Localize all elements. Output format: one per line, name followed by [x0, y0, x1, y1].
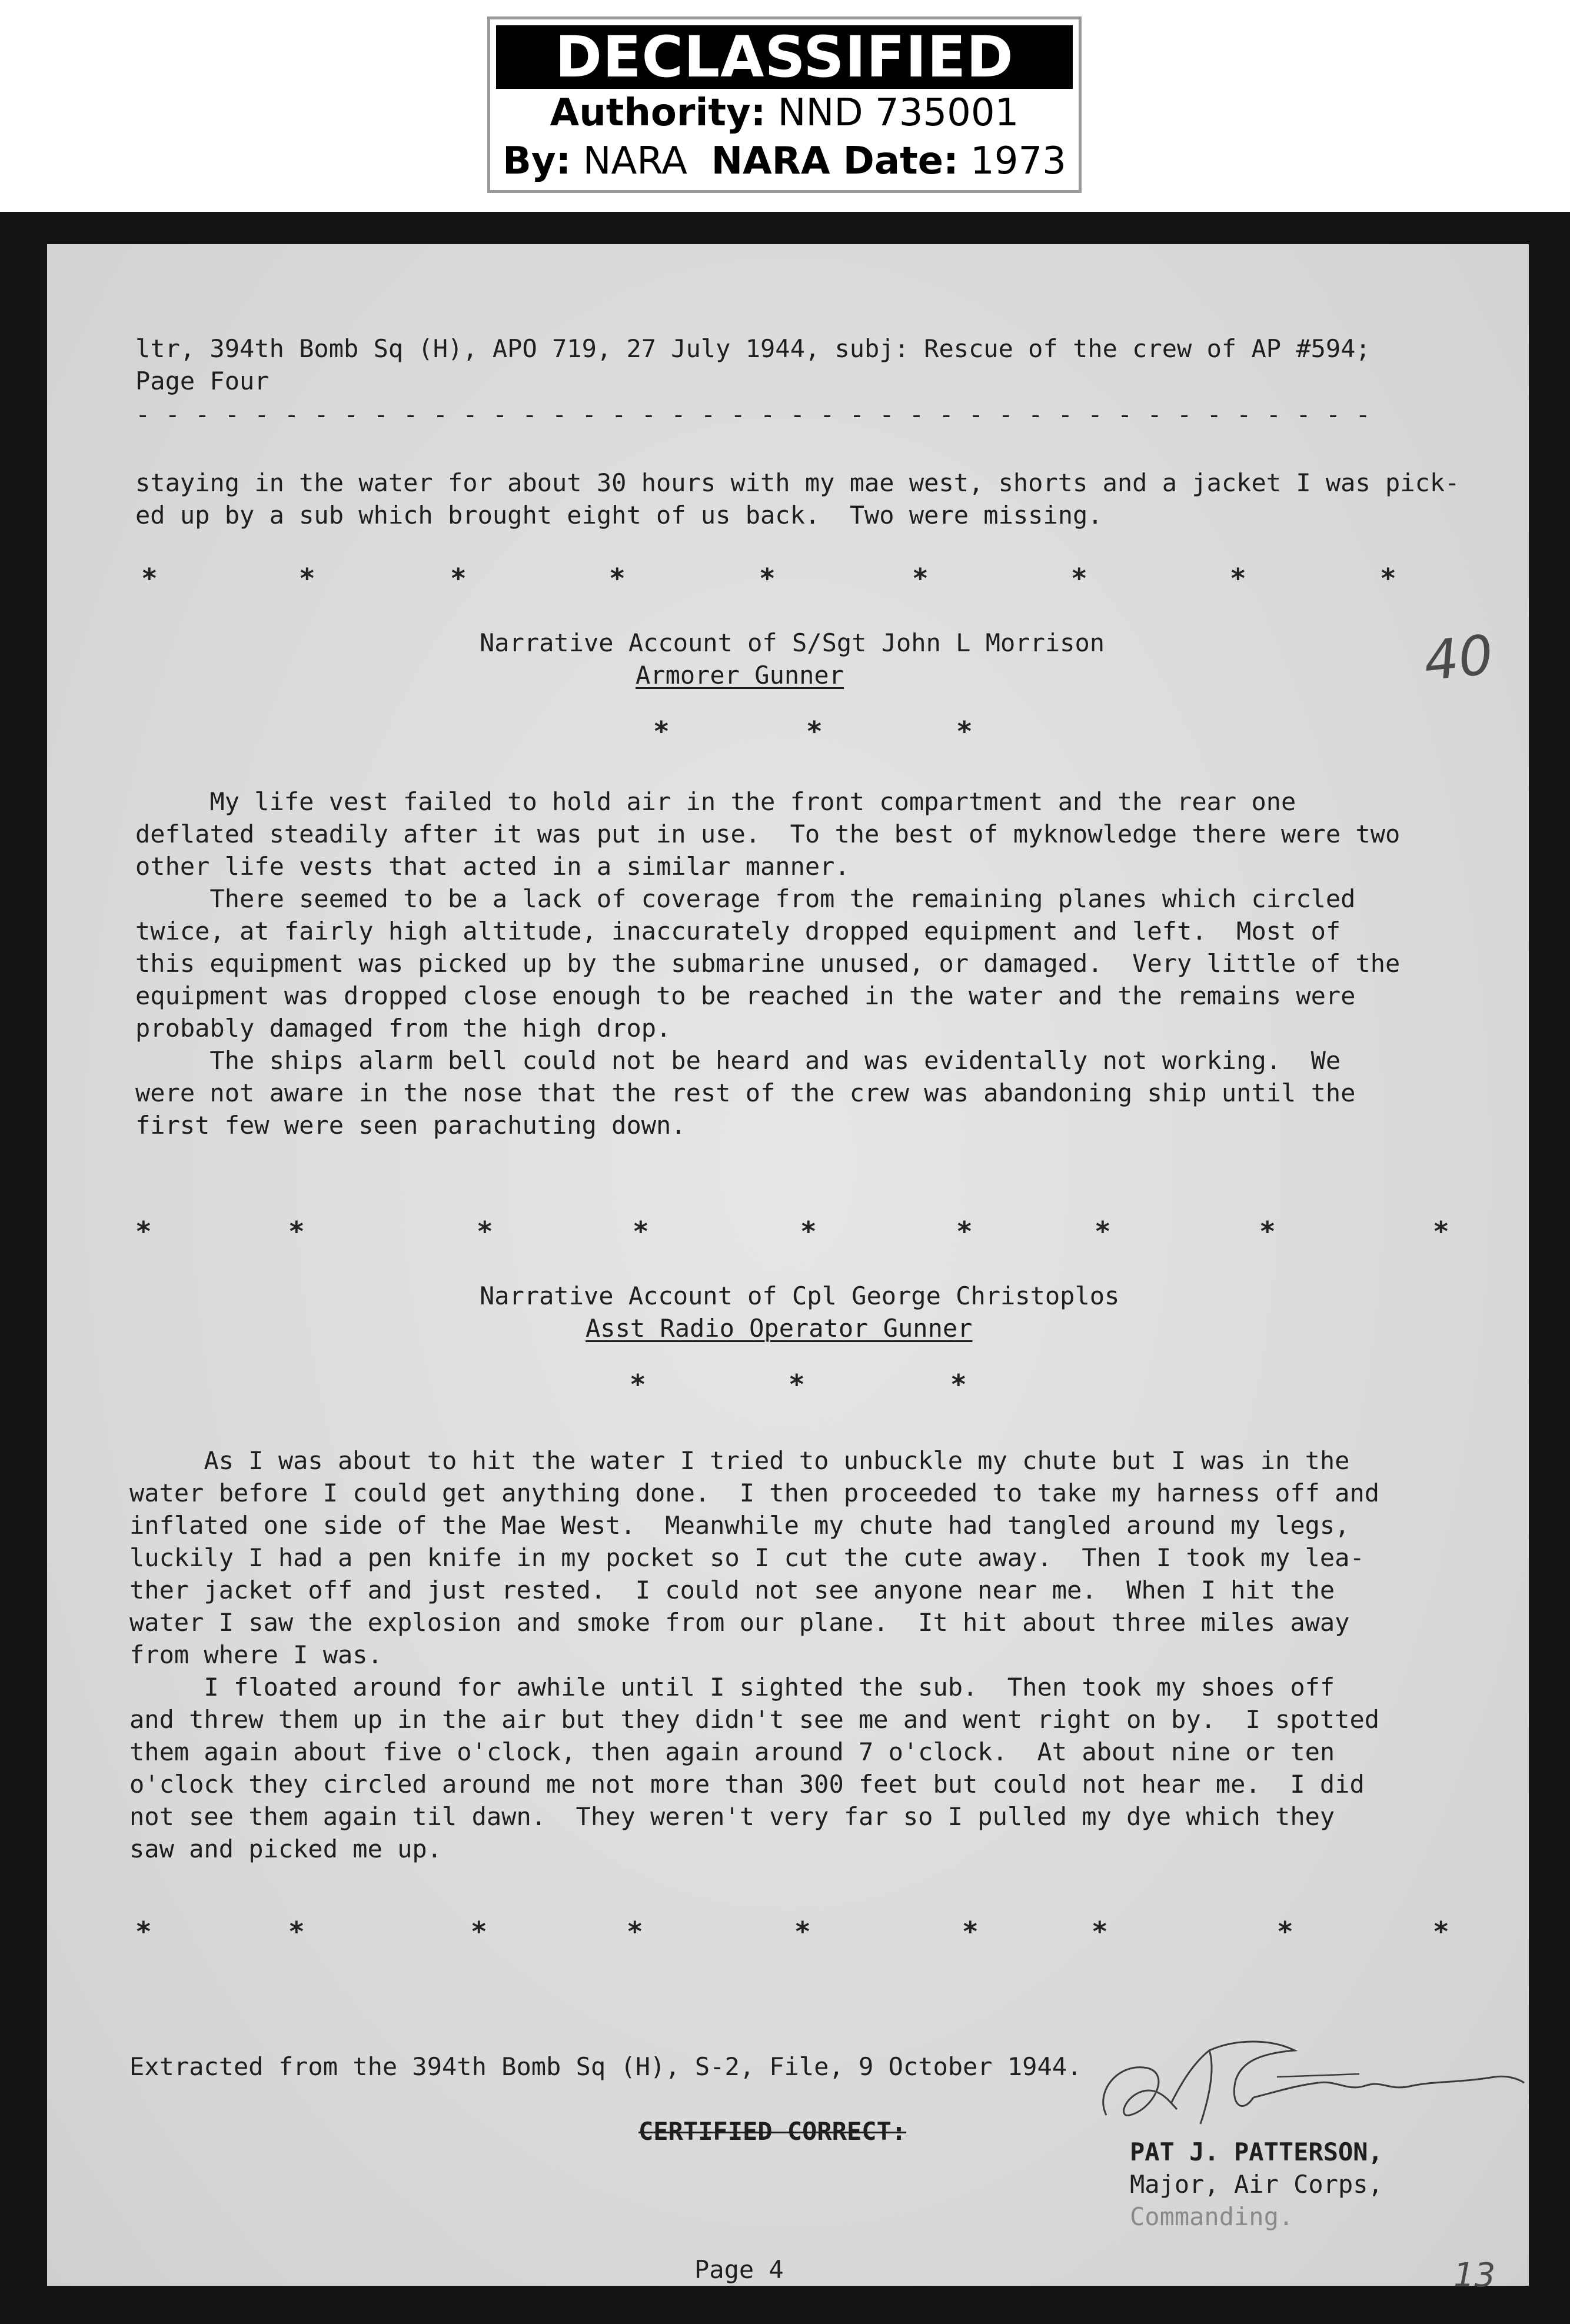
christoplos-line: them again about five o'clock, then again around 7 o'clock. At about nine or ten: [129, 1737, 1335, 1766]
star: *: [1259, 1216, 1276, 1247]
separator-stars: [47, 715, 1529, 748]
star: *: [950, 1369, 967, 1400]
christoplos-line: ther jacket off and just rested. I could not see anyone near me. When I hit the: [129, 1576, 1335, 1604]
signer-name: PAT J. PATTERSON,: [1130, 2137, 1383, 2166]
christoplos-line: o'clock they circled around me not more than 300 feet but could not hear me. I did: [129, 1770, 1365, 1799]
handwritten-signature: [1083, 2027, 1530, 2145]
star: *: [1433, 1916, 1449, 1947]
morrison-role: Armorer Gunner: [636, 661, 844, 690]
handwritten-corner-number: 13: [1453, 2256, 1496, 2295]
handwritten-margin-number: 40: [1421, 623, 1496, 693]
morrison-line: first few were seen parachuting down.: [135, 1111, 686, 1140]
star: *: [653, 715, 670, 747]
morrison-line: probably damaged from the high drop.: [135, 1014, 671, 1043]
scan-frame: [0, 212, 1570, 2324]
star: *: [627, 1916, 643, 1947]
morrison-line: deflated steadily after it was put in use. To the best of myknowledge there were two: [135, 820, 1401, 848]
stamp-banner: DECLASSIFIED: [496, 25, 1073, 89]
star: *: [806, 715, 823, 747]
signer-rank: Major, Air Corps,: [1130, 2170, 1383, 2199]
separator-stars: [47, 562, 1529, 595]
star: *: [288, 1916, 305, 1947]
christoplos-line: saw and picked me up.: [129, 1834, 443, 1863]
page-number: Page 4: [694, 2255, 784, 2284]
stamp-authority: Authority: NND 735001: [550, 91, 1019, 135]
star: *: [1071, 562, 1087, 594]
star: *: [477, 1216, 493, 1247]
star: *: [135, 1916, 152, 1947]
star: *: [789, 1369, 805, 1400]
christoplos-line: water before I could get anything done. I then proceeded to take my harness off and: [129, 1479, 1380, 1507]
star: *: [141, 562, 158, 594]
morrison-line: equipment was dropped close enough to be reached in the water and the remains were: [135, 981, 1356, 1010]
star: *: [759, 562, 776, 594]
star: *: [956, 715, 973, 747]
christoplos-line: I floated around for awhile until I sighted the sub. Then took my shoes off: [129, 1673, 1335, 1702]
christoplos-line: and threw them up in the air but they didn't see me and went right on by. I spotted: [129, 1705, 1380, 1734]
star: *: [794, 1916, 811, 1947]
star: *: [609, 562, 626, 594]
star: *: [956, 1216, 973, 1247]
christoplos-role: Asst Radio Operator Gunner: [586, 1314, 973, 1343]
star: *: [1433, 1216, 1449, 1247]
star: *: [633, 1216, 649, 1247]
christoplos-line: from where I was.: [129, 1640, 382, 1669]
christoplos-line: not see them again til dawn. They weren't very far so I pulled my dye which they: [129, 1802, 1335, 1831]
star: *: [1380, 562, 1396, 594]
declassified-stamp: [487, 16, 1082, 193]
star: *: [450, 562, 467, 594]
header-line-2: Page Four: [135, 367, 270, 395]
christoplos-line: luckily I had a pen knife in my pocket so I cut the cute away. Then I took my lea-: [129, 1543, 1365, 1572]
star: *: [630, 1369, 646, 1400]
morrison-line: other life vests that acted in a similar manner.: [135, 852, 850, 881]
star: *: [299, 562, 315, 594]
document-page: [47, 244, 1529, 2295]
intro-line-1: staying in the water for about 30 hours with my mae west, shorts and a jacket I was pick-: [135, 468, 1460, 497]
signer-title: Commanding.: [1130, 2202, 1294, 2231]
star: *: [471, 1916, 487, 1947]
star: *: [1277, 1916, 1293, 1947]
morrison-line: My life vest failed to hold air in the front compartment and the rear one: [135, 787, 1296, 816]
star: *: [800, 1216, 817, 1247]
star: *: [962, 1916, 979, 1947]
stamp-by: By: NARA NARA Date: 1973: [503, 139, 1066, 183]
star: *: [135, 1216, 152, 1247]
intro-line-2: ed up by a sub which brought eight of us back. Two were missing.: [135, 501, 1103, 530]
christoplos-title: Narrative Account of Cpl George Christoplos: [480, 1281, 1120, 1310]
christoplos-line: water I saw the explosion and smoke from our plane. It hit about three miles away: [129, 1608, 1350, 1637]
morrison-line: The ships alarm bell could not be heard and was evidentally not working. We: [135, 1046, 1341, 1075]
star: *: [1095, 1216, 1111, 1247]
separator-stars: [47, 1915, 1529, 1948]
star: *: [1230, 562, 1246, 594]
separator-stars: [47, 1215, 1529, 1248]
extracted-note: Extracted from the 394th Bomb Sq (H), S-2, File, 9 October 1944.: [129, 2052, 1082, 2081]
christoplos-line: As I was about to hit the water I tried to unbuckle my chute but I was in the: [129, 1446, 1350, 1475]
header-line-1: ltr, 394th Bomb Sq (H), APO 719, 27 July 1944, subj: Rescue of the crew of AP #594;: [135, 334, 1371, 363]
morrison-line: There seemed to be a lack of coverage from the remaining planes which circled: [135, 884, 1356, 913]
header-rule: - - - - - - - - - - - - - - - - - - - - - - - - - - - - - - - - - - - - - - - - - -: [135, 400, 1371, 429]
separator-stars: [47, 1368, 1529, 1401]
star: *: [288, 1216, 305, 1247]
morrison-line: twice, at fairly high altitude, inaccurately dropped equipment and left. Most of: [135, 917, 1341, 945]
morrison-line: this equipment was picked up by the submarine unused, or damaged. Very little of the: [135, 949, 1401, 978]
star: *: [912, 562, 929, 594]
star: *: [1092, 1916, 1108, 1947]
christoplos-line: inflated one side of the Mae West. Meanwhile my chute had tangled around my legs,: [129, 1511, 1350, 1540]
morrison-title: Narrative Account of S/Sgt John L Morrison: [480, 628, 1105, 657]
certified-correct: CERTIFIED CORRECT:: [638, 2117, 907, 2146]
morrison-line: were not aware in the nose that the rest of the crew was abandoning ship until the: [135, 1078, 1356, 1107]
